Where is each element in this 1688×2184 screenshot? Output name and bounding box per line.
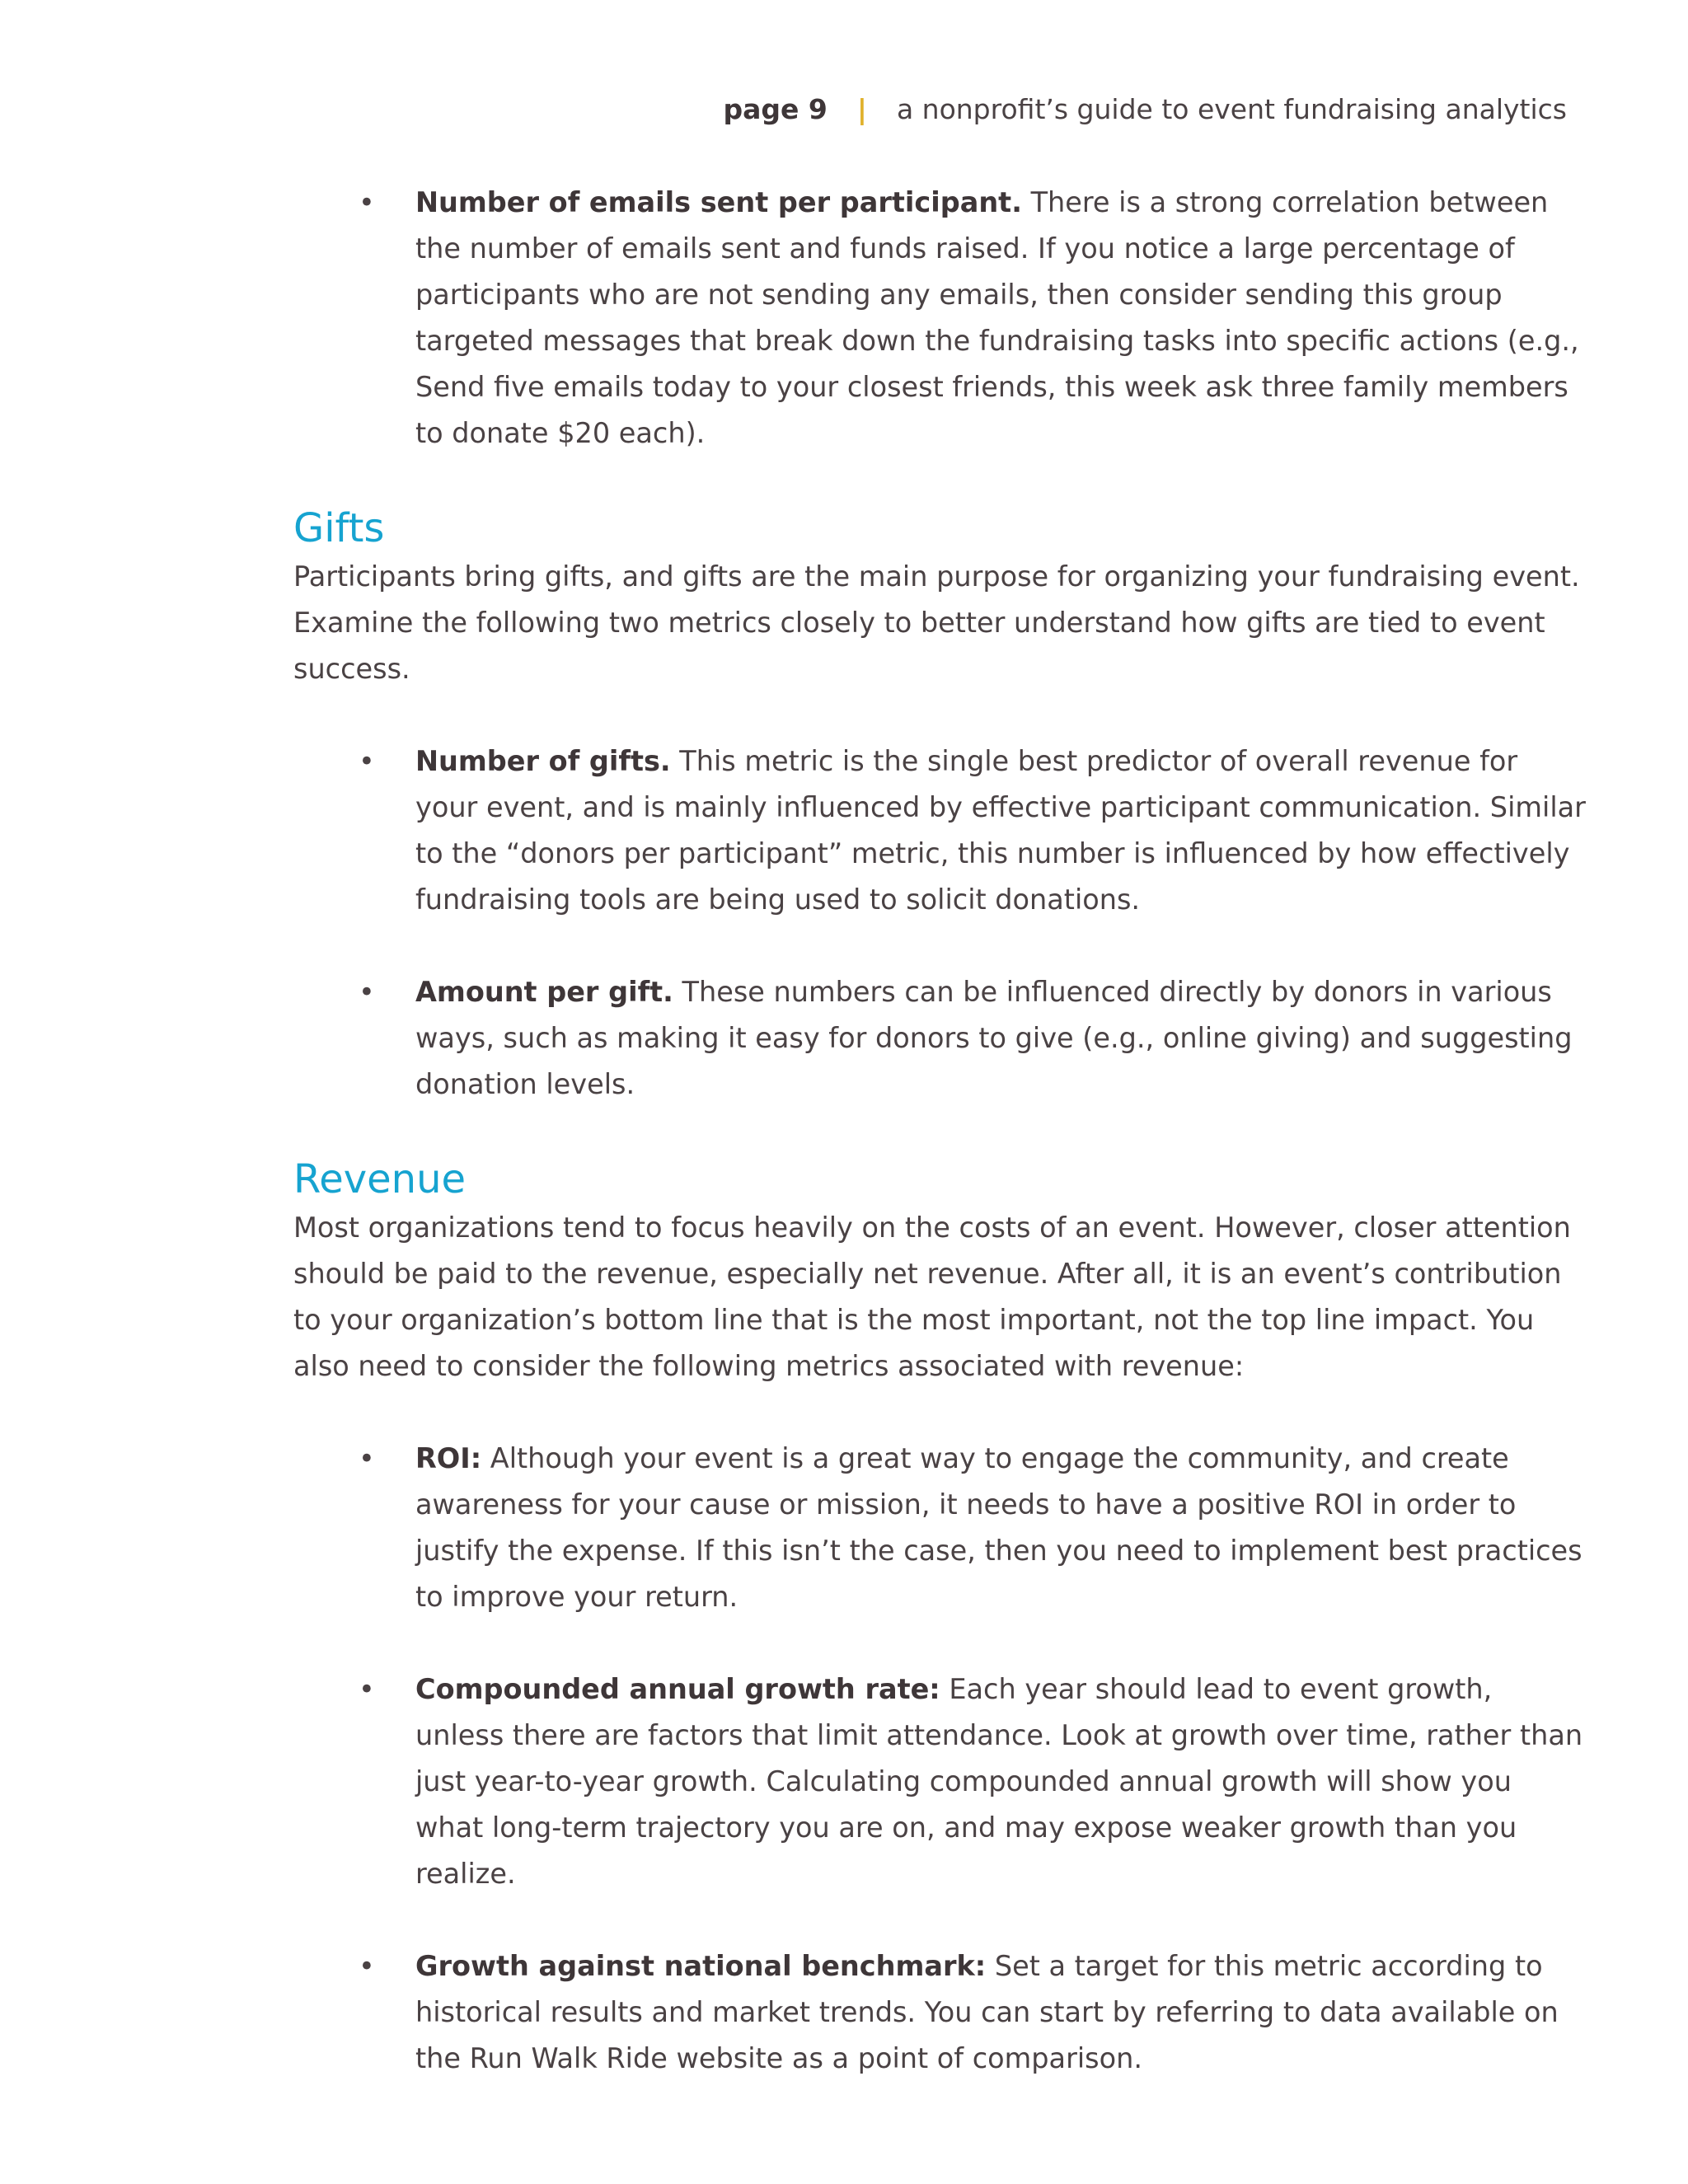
list-item — [293, 969, 1587, 1108]
header-separator: | — [856, 93, 867, 125]
bullet-text: Set a target for this metric according to historical results and market trends. You can start by referring to data available on the Run Walk Ride website as a point of comparison. — [415, 1950, 1559, 2074]
document-title: a nonprofit’s guide to event fundraising analytics — [896, 93, 1567, 125]
page-content — [293, 180, 1587, 2128]
list-item — [293, 1666, 1587, 1897]
list-item — [293, 1943, 1587, 2082]
bullet-text: Each year should lead to event growth, unless there are factors that limit attendance. Look at growth over time, rather than just year-to-year growth. Calculating compounded annual growth will show you what long-term trajectory you are on, and may expose weaker growth than you realize. — [415, 1673, 1583, 1890]
page-header — [724, 89, 1567, 130]
bullet-text: There is a strong correlation between the number of emails sent and funds raised. If you notice a large percentage of participants who are not sending any emails, then consider sending this group targeted messages that break down the fundraising tasks into specific actions (e.g., Send five emails today to your closest friends, this week ask three family members to donate $20 each). — [415, 186, 1579, 449]
bullet-icon: • — [359, 1442, 375, 1474]
gifts-intro: Participants bring gifts, and gifts are the main purpose for organizing your fundraising event. Examine the following two metrics closely to better understand how gifts are tied to event success. — [293, 560, 1580, 685]
revenue-intro: Most organizations tend to focus heavily on the costs of an event. However, closer attention should be paid to the revenue, especially net revenue. After all, it is an event’s contribution to your organization’s bottom line that is the most important, not the top line impact. You also need to consider the following metrics associated with revenue: — [293, 1212, 1571, 1382]
gifts-bullet-list — [293, 738, 1587, 1108]
bullet-lead: Compounded annual growth rate: — [415, 1673, 940, 1705]
page-number: page 9 — [723, 93, 828, 125]
section-title-revenue: Revenue — [293, 1156, 467, 1202]
bullet-icon: • — [359, 1673, 375, 1705]
bullet-lead: ROI: — [415, 1442, 482, 1474]
bullet-icon: • — [359, 745, 375, 777]
bullet-lead: Number of emails sent per participant. — [415, 186, 1022, 218]
bullet-lead: Growth against national benchmark: — [415, 1950, 987, 1982]
list-item — [293, 1436, 1587, 1620]
bullet-text: This metric is the single best predictor of overall revenue for your event, and is mainly influenced by effective participant communication. Similar to the “donors per participant” metric, this number is influenced by how effectively fundraising tools are being used to solicit donations. — [415, 745, 1586, 916]
intro-bullet-list — [293, 180, 1587, 457]
bullet-icon: • — [359, 976, 375, 1008]
bullet-text: Although your event is a great way to engage the community, and create awareness for your cause or mission, it needs to have a positive ROI in order to justify the expense. If this isn’t the case, then you need to implement best practices to improve your return. — [415, 1442, 1582, 1613]
bullet-text: These numbers can be influenced directly by donors in various ways, such as making it easy for donors to give (e.g., online giving) and suggesting donation levels. — [415, 976, 1573, 1100]
list-item — [293, 180, 1587, 457]
revenue-bullet-list — [293, 1436, 1587, 2082]
bullet-icon: • — [359, 1950, 375, 1982]
section-title-gifts: Gifts — [293, 505, 385, 551]
bullet-lead: Number of gifts. — [415, 745, 671, 777]
bullet-icon: • — [359, 186, 375, 218]
bullet-lead: Amount per gift. — [415, 976, 673, 1008]
list-item — [293, 738, 1587, 923]
